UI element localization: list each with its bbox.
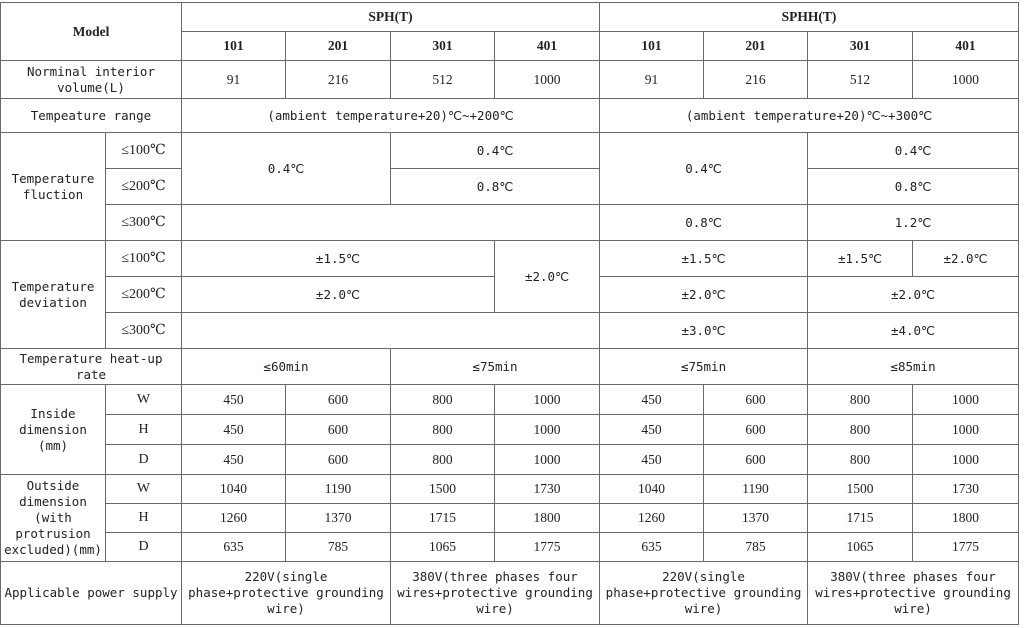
inside-row-w: [1, 385, 1019, 415]
deviation-b-100-401: ±2.0℃: [913, 241, 1019, 277]
heatup-cell: ≤75min: [600, 349, 808, 385]
outside-w-cell: 1500: [391, 475, 495, 504]
volume-cell: 1000: [495, 61, 600, 99]
temp-range-b: (ambient temperature+20)℃~+300℃: [600, 99, 1019, 133]
inside-row-d: [1, 445, 1019, 475]
heatup-row: [1, 349, 1019, 385]
fluction-row-300: [1, 205, 1019, 241]
power-cell: 220V(single phase+protective grounding wire): [182, 562, 391, 625]
header-row-series: [1, 3, 1019, 32]
fluction-b-low: 0.4℃: [600, 133, 808, 205]
outside-h-cell: 1260: [600, 504, 704, 533]
power-label: Applicable power supply: [1, 562, 182, 625]
inside-d-cell: 1000: [495, 445, 600, 475]
heatup-cell: ≤85min: [808, 349, 1019, 385]
volume-label: Norminal interior volume(L): [1, 61, 182, 99]
deviation-row-100: [1, 241, 1019, 277]
temp-range-row: [1, 99, 1019, 133]
power-cell: 220V(single phase+protective grounding wire): [600, 562, 808, 625]
outside-label: Outside dimension (with protrusion excluded)(mm): [1, 475, 106, 562]
deviation-b-100-low: ±1.5℃: [600, 241, 808, 277]
inside-w-cell: 800: [808, 385, 913, 415]
fluction-b-300-low: 0.8℃: [600, 205, 808, 241]
inside-h-cell: 600: [286, 415, 391, 445]
outside-key-d: D: [106, 533, 182, 562]
outside-h-cell: 1260: [182, 504, 286, 533]
fluction-a-hi-200: 0.8℃: [391, 169, 600, 205]
outside-w-cell: 1730: [495, 475, 600, 504]
outside-w-cell: 1500: [808, 475, 913, 504]
inside-h-cell: 800: [808, 415, 913, 445]
model-cell: 201: [704, 32, 808, 61]
heatup-cell: ≤75min: [391, 349, 600, 385]
outside-d-cell: 1775: [495, 533, 600, 562]
fluction-label: Temperature fluction: [1, 133, 106, 241]
inside-h-cell: 1000: [495, 415, 600, 445]
deviation-b-200-hi: ±2.0℃: [808, 277, 1019, 313]
inside-w-cell: 450: [600, 385, 704, 415]
volume-cell: 512: [808, 61, 913, 99]
outside-d-cell: 1065: [391, 533, 495, 562]
deviation-range-300: ≤300℃: [106, 313, 182, 349]
power-cell: 380V(three phases four wires+protective grounding wire): [808, 562, 1019, 625]
deviation-a-300-empty: [182, 313, 600, 349]
outside-h-cell: 1800: [913, 504, 1019, 533]
fluction-range-200: ≤200℃: [106, 169, 182, 205]
deviation-a-401: ±2.0℃: [495, 241, 600, 313]
fluction-a-low: 0.4℃: [182, 133, 391, 205]
outside-d-cell: 785: [286, 533, 391, 562]
model-cell: 101: [182, 32, 286, 61]
inside-w-cell: 600: [704, 385, 808, 415]
heatup-cell: ≤60min: [182, 349, 391, 385]
inside-h-cell: 1000: [913, 415, 1019, 445]
fluction-row-100: [1, 133, 1019, 169]
outside-h-cell: 1370: [704, 504, 808, 533]
deviation-a-100: ±1.5℃: [182, 241, 495, 277]
outside-row-w: [1, 475, 1019, 504]
volume-cell: 91: [600, 61, 704, 99]
model-cell: 101: [600, 32, 704, 61]
deviation-range-100: ≤100℃: [106, 241, 182, 277]
outside-w-cell: 1730: [913, 475, 1019, 504]
power-cell: 380V(three phases four wires+protective grounding wire): [391, 562, 600, 625]
volume-row: [1, 61, 1019, 99]
inside-d-cell: 450: [600, 445, 704, 475]
model-cell: 201: [286, 32, 391, 61]
outside-d-cell: 1775: [913, 533, 1019, 562]
model-header: Model: [1, 3, 182, 61]
inside-key-h: H: [106, 415, 182, 445]
series-a-header: SPH(T): [182, 3, 600, 32]
fluction-row-200: [1, 169, 1019, 205]
outside-d-cell: 635: [600, 533, 704, 562]
fluction-b-300-hi: 1.2℃: [808, 205, 1019, 241]
volume-cell: 1000: [913, 61, 1019, 99]
outside-d-cell: 635: [182, 533, 286, 562]
outside-h-cell: 1370: [286, 504, 391, 533]
fluction-b-hi-200: 0.8℃: [808, 169, 1019, 205]
deviation-row-300: [1, 313, 1019, 349]
model-cell: 301: [808, 32, 913, 61]
inside-h-cell: 800: [391, 415, 495, 445]
heatup-label: Temperature heat-up rate: [1, 349, 182, 385]
inside-w-cell: 800: [391, 385, 495, 415]
inside-d-cell: 1000: [913, 445, 1019, 475]
fluction-range-100: ≤100℃: [106, 133, 182, 169]
inside-d-cell: 800: [391, 445, 495, 475]
inside-d-cell: 450: [182, 445, 286, 475]
outside-h-cell: 1800: [495, 504, 600, 533]
deviation-range-200: ≤200℃: [106, 277, 182, 313]
outside-w-cell: 1190: [704, 475, 808, 504]
volume-cell: 512: [391, 61, 495, 99]
inside-w-cell: 600: [286, 385, 391, 415]
outside-h-cell: 1715: [391, 504, 495, 533]
deviation-b-200-low: ±2.0℃: [600, 277, 808, 313]
spec-table: [0, 2, 1019, 625]
outside-w-cell: 1040: [600, 475, 704, 504]
inside-d-cell: 600: [286, 445, 391, 475]
inside-d-cell: 800: [808, 445, 913, 475]
series-b-header: SPHH(T): [600, 3, 1019, 32]
volume-cell: 216: [286, 61, 391, 99]
outside-key-w: W: [106, 475, 182, 504]
outside-d-cell: 1065: [808, 533, 913, 562]
outside-row-h: [1, 504, 1019, 533]
inside-row-h: [1, 415, 1019, 445]
inside-key-w: W: [106, 385, 182, 415]
model-cell: 301: [391, 32, 495, 61]
outside-w-cell: 1190: [286, 475, 391, 504]
deviation-label: Temperature deviation: [1, 241, 106, 349]
fluction-a-300-empty: [182, 205, 600, 241]
deviation-b-300-hi: ±4.0℃: [808, 313, 1019, 349]
power-row: [1, 562, 1019, 625]
fluction-range-300: ≤300℃: [106, 205, 182, 241]
temp-range-a: (ambient temperature+20)℃~+200℃: [182, 99, 600, 133]
outside-d-cell: 785: [704, 533, 808, 562]
inside-w-cell: 1000: [495, 385, 600, 415]
volume-cell: 216: [704, 61, 808, 99]
model-cell: 401: [913, 32, 1019, 61]
fluction-b-hi-100: 0.4℃: [808, 133, 1019, 169]
inside-h-cell: 450: [600, 415, 704, 445]
outside-w-cell: 1040: [182, 475, 286, 504]
inside-d-cell: 600: [704, 445, 808, 475]
inside-label: Inside dimension (mm): [1, 385, 106, 475]
inside-w-cell: 450: [182, 385, 286, 415]
outside-row-d: [1, 533, 1019, 562]
inside-w-cell: 1000: [913, 385, 1019, 415]
inside-h-cell: 450: [182, 415, 286, 445]
fluction-a-hi-100: 0.4℃: [391, 133, 600, 169]
outside-h-cell: 1715: [808, 504, 913, 533]
temp-range-label: Tempeature range: [1, 99, 182, 133]
inside-key-d: D: [106, 445, 182, 475]
model-cell: 401: [495, 32, 600, 61]
outside-key-h: H: [106, 504, 182, 533]
deviation-b-100-301: ±1.5℃: [808, 241, 913, 277]
deviation-a-200: ±2.0℃: [182, 277, 495, 313]
deviation-b-300-low: ±3.0℃: [600, 313, 808, 349]
volume-cell: 91: [182, 61, 286, 99]
inside-h-cell: 600: [704, 415, 808, 445]
